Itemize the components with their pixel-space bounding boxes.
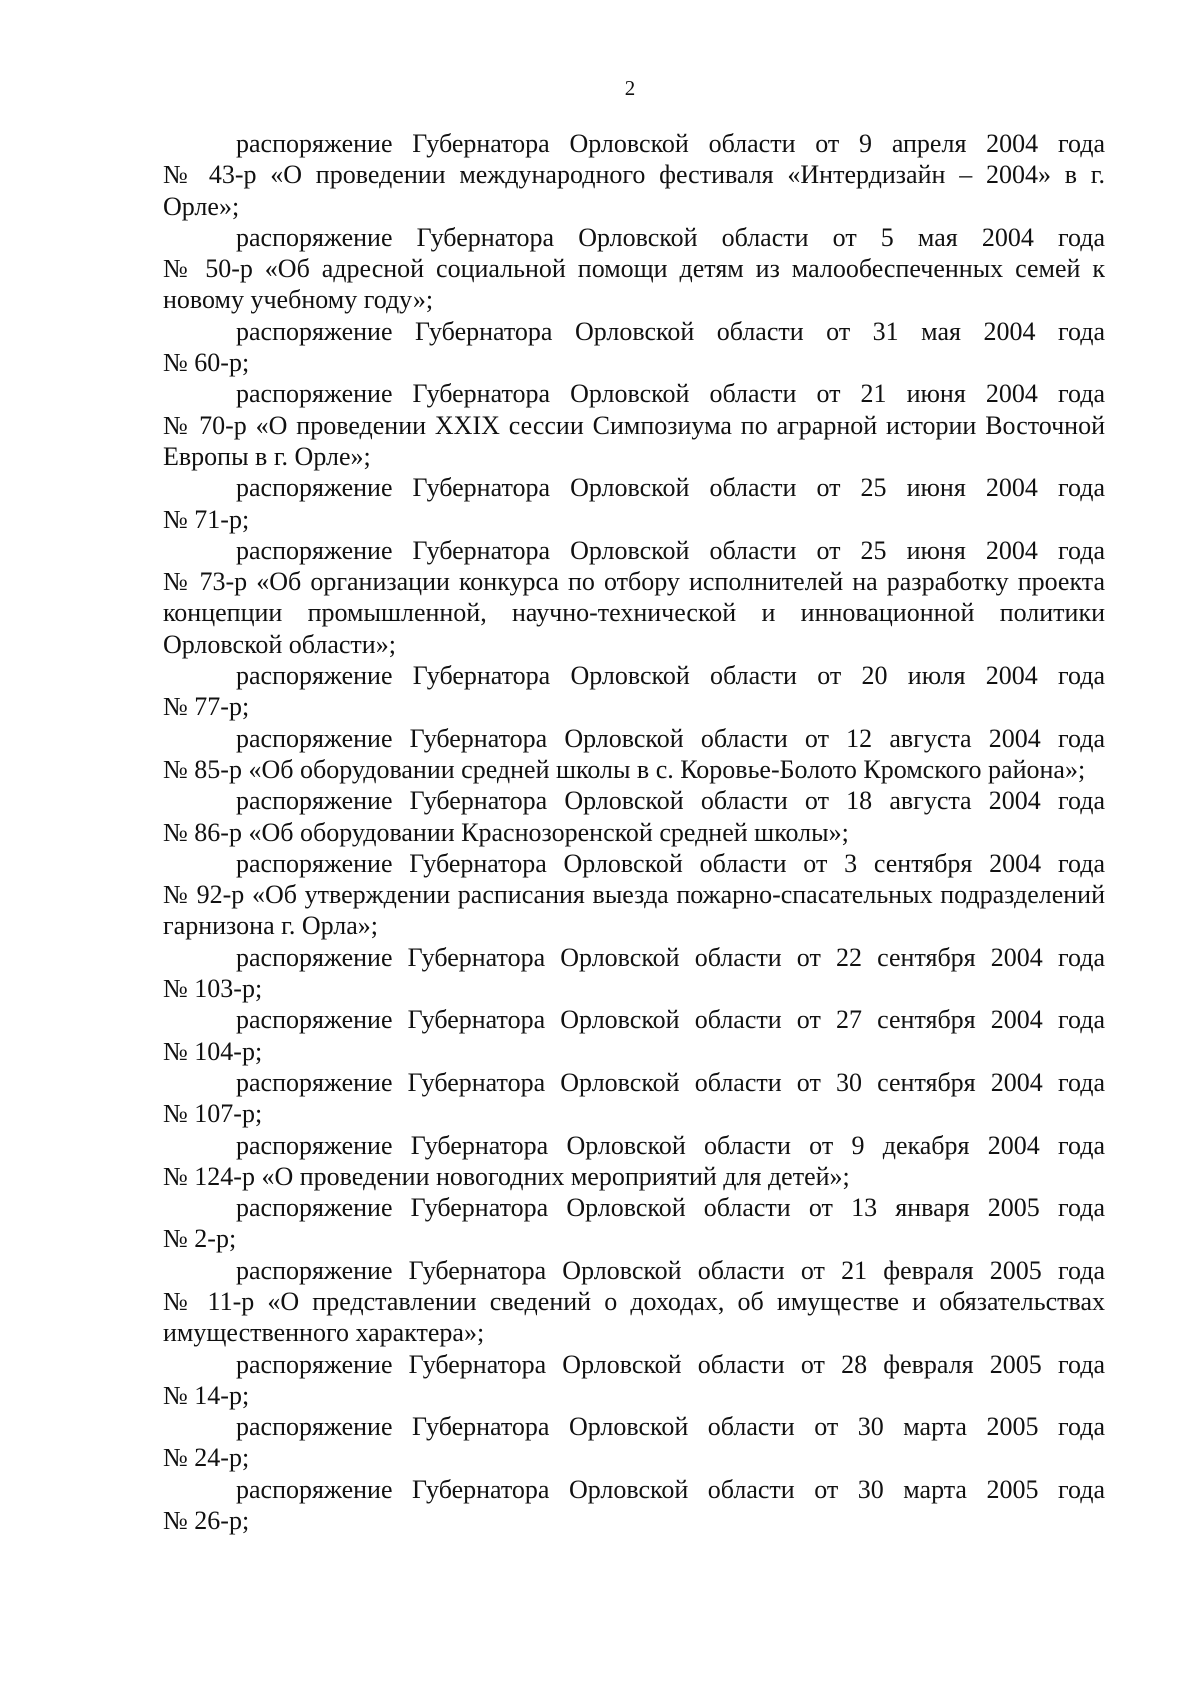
document-body [163,128,1105,1536]
entry-tail: № 26-р; [163,1506,250,1536]
entry-tail: № 24-р; [163,1443,250,1473]
entry-head: распоряжение Губернатора Орловской области от 21 февраля 2005 года [236,1255,1105,1285]
entry-head: распоряжение Губернатора Орловской области от 21 июня 2004 года [236,379,1105,409]
entry-head: распоряжение Губернатора Орловской области от 12 августа 2004 года [236,723,1105,753]
entry-tail: № 14-р; [163,1380,250,1410]
entry-tail: № 60-р; [163,348,250,378]
list-item [163,316,1105,379]
entry-tail: № 103-р; [163,974,263,1004]
entry-tail: № 70-р «О проведении XXIX сессии Симпозиума по аграрной истории Восточной Европы в г. Орле»; [163,410,1105,471]
list-item [163,1004,1105,1067]
entry-head: распоряжение Губернатора Орловской области от 18 августа 2004 года [236,786,1105,816]
entry-tail: № 73-р «Об организации конкурса по отбору исполнителей на разработку проекта концепции промышленной, научно-технической и инновационной политики Орловской области»; [163,567,1105,659]
entry-tail: № 71-р; [163,504,250,534]
list-item [163,1474,1105,1537]
list-item [163,1192,1105,1255]
entry-tail: № 92-р «Об утверждении расписания выезда пожарно-спасательных подразделений гарнизона г. Орла»; [163,880,1105,941]
list-item [163,1255,1105,1349]
list-item [163,535,1105,660]
list-item [163,472,1105,535]
list-item [163,1349,1105,1412]
entry-head: распоряжение Губернатора Орловской области от 28 февраля 2005 года [236,1349,1105,1379]
entry-head: распоряжение Губернатора Орловской области от 20 июля 2004 года [236,661,1105,691]
entry-tail: № 43-р «О проведении международного фестиваля «Интердизайн – 2004» в г. Орле»; [163,160,1105,221]
list-item [163,128,1105,222]
list-item [163,942,1105,1005]
list-item [163,723,1105,786]
entry-tail: № 77-р; [163,692,250,722]
entry-tail: № 50-р «Об адресной социальной помощи детям из малообеспеченных семей к новому учебному году»; [163,254,1105,315]
list-item [163,1130,1105,1193]
entry-tail: № 124-р «О проведении новогодних мероприятий для детей»; [163,1161,850,1191]
page-number: 2 [624,76,636,100]
entry-head: распоряжение Губернатора Орловской области от 25 июня 2004 года [236,473,1105,503]
entry-head: распоряжение Губернатора Орловской области от 30 марта 2005 года [236,1474,1105,1504]
list-item [163,1067,1105,1130]
entry-tail: № 2-р; [163,1224,237,1254]
entry-head: распоряжение Губернатора Орловской области от 30 марта 2005 года [236,1412,1105,1442]
list-item [163,848,1105,942]
entry-tail: № 85-р «Об оборудовании средней школы в с. Коровье-Болото Кромского района»; [163,754,1086,784]
list-item [163,660,1105,723]
list-item [163,1411,1105,1474]
entry-head: распоряжение Губернатора Орловской области от 27 сентября 2004 года [236,1005,1105,1035]
entry-head: распоряжение Губернатора Орловской области от 30 сентября 2004 года [236,1067,1105,1097]
entry-head: распоряжение Губернатора Орловской области от 3 сентября 2004 года [236,848,1105,878]
entry-tail: № 11-р «О представлении сведений о доходах, об имуществе и обязательствах имущественного характера»; [163,1286,1105,1348]
list-item [163,785,1105,848]
entry-head: распоряжение Губернатора Орловской области от 9 апреля 2004 года [236,129,1105,158]
entry-tail: № 107-р; [163,1099,263,1129]
entry-head: распоряжение Губернатора Орловской области от 9 декабря 2004 года [236,1130,1105,1160]
entry-head: распоряжение Губернатора Орловской области от 25 июня 2004 года [236,535,1105,565]
list-item [163,378,1105,472]
list-item [163,222,1105,316]
entry-head: распоряжение Губернатора Орловской области от 5 мая 2004 года [236,222,1105,252]
entry-head: распоряжение Губернатора Орловской области от 22 сентября 2004 года [236,942,1105,972]
entry-head: распоряжение Губернатора Орловской области от 31 мая 2004 года [236,316,1105,346]
entry-tail: № 104-р; [163,1036,263,1066]
entry-tail: № 86-р «Об оборудовании Краснозоренской средней школы»; [163,817,849,847]
entry-head: распоряжение Губернатора Орловской области от 13 января 2005 года [236,1193,1105,1223]
